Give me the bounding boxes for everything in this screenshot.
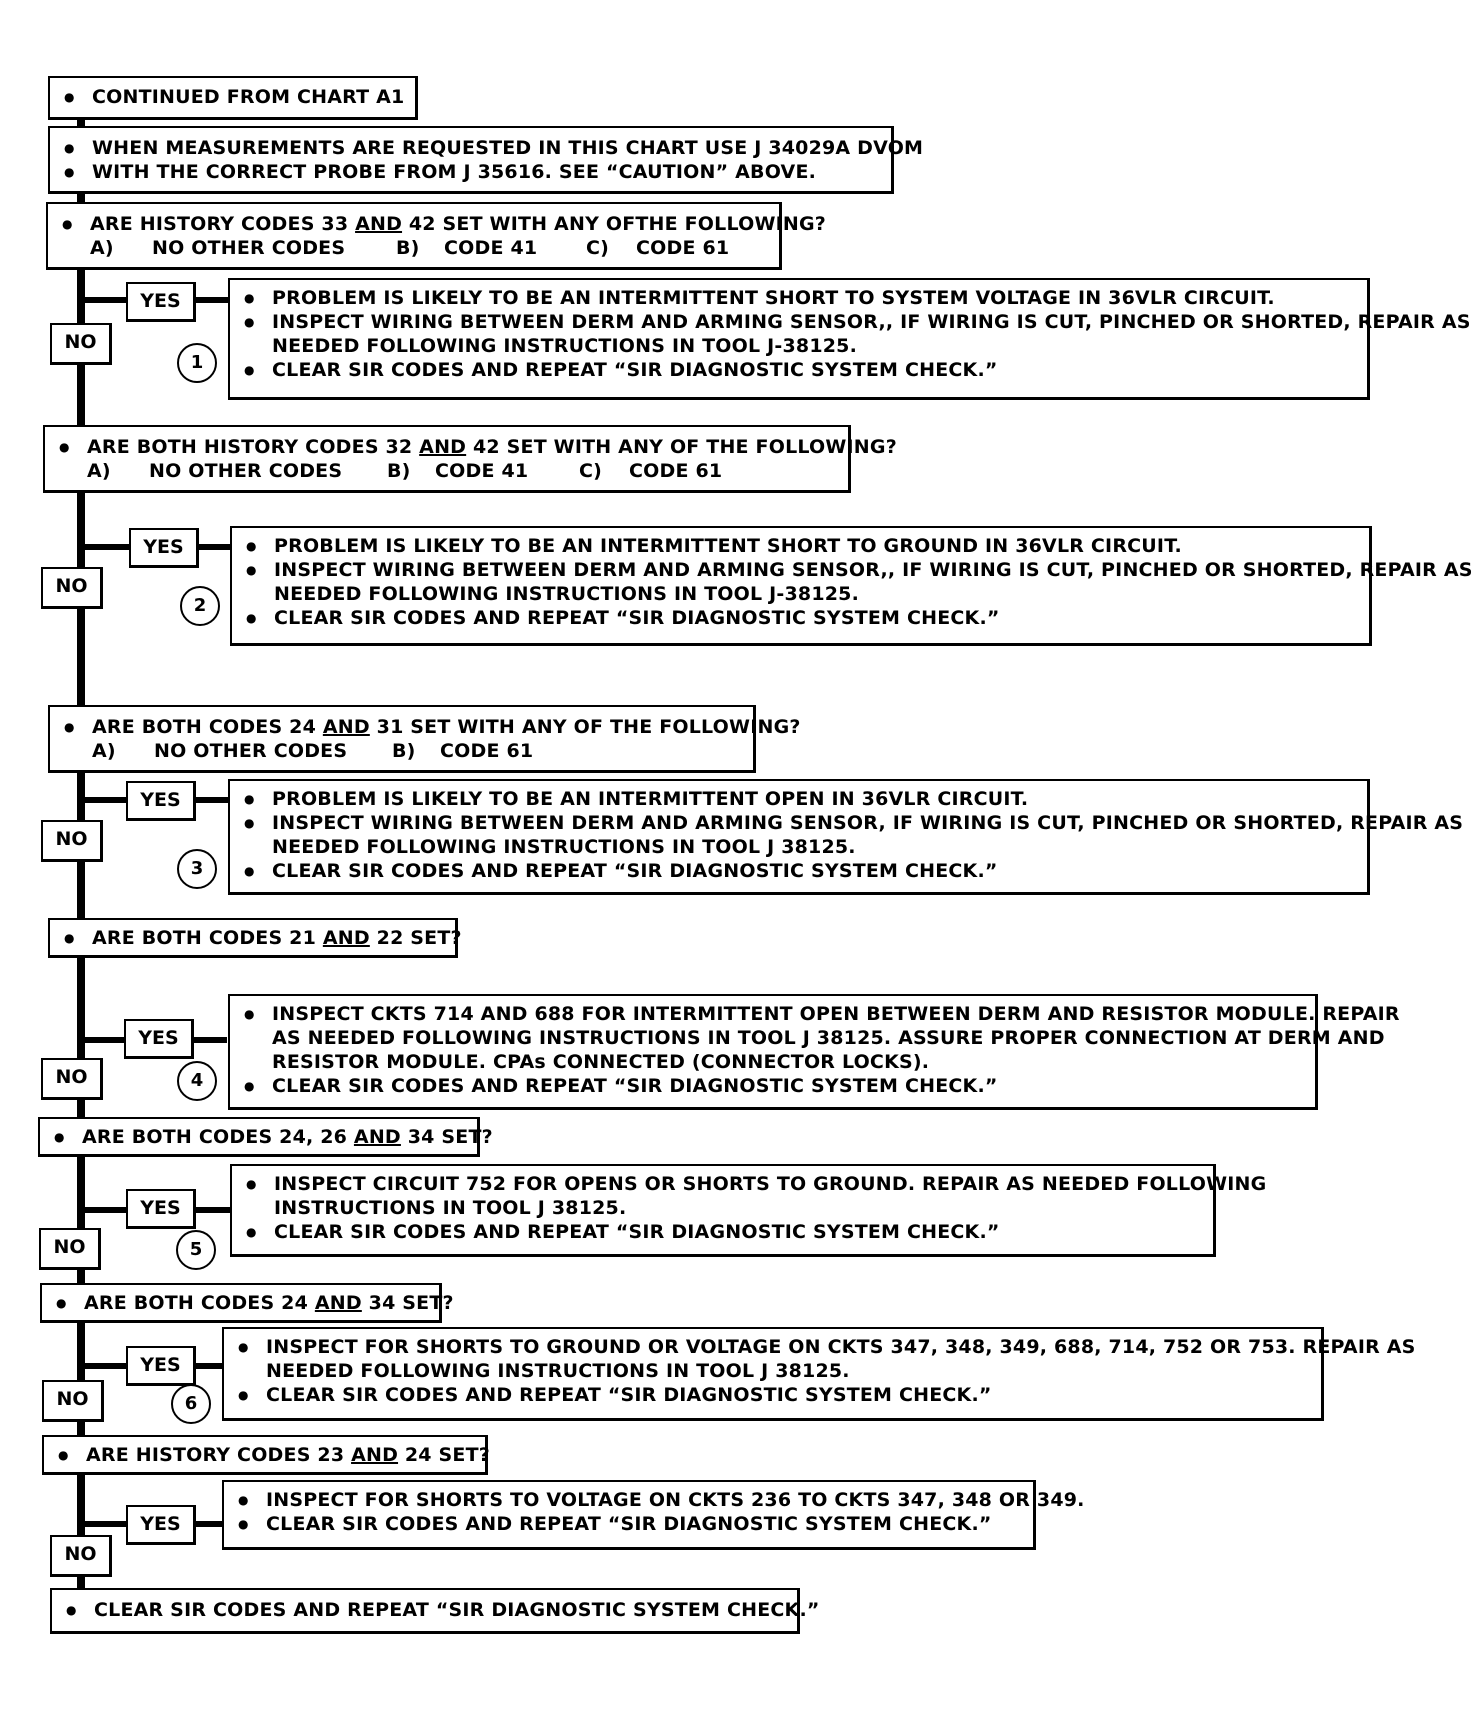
action-5-box [230,1164,1267,1257]
action-6-line3: ● CLEAR SIR CODES AND REPEAT “SIR DIAGNOSTIC SYSTEM CHECK.” [234,1383,1321,1407]
yes-label-3: YES [126,781,196,821]
question-6-box [40,1283,454,1323]
question-4-text: ● ARE BOTH CODES 21 AND 22 SET? [60,926,455,950]
yes-label-7: YES [126,1505,196,1545]
action-3-line4: ● CLEAR SIR CODES AND REPEAT “SIR DIAGNOSTIC SYSTEM CHECK.” [240,859,1367,883]
question-4-box [48,918,462,958]
no-label-3: NO [41,820,103,862]
question-1-box [46,202,826,270]
action-5-line3: ● CLEAR SIR CODES AND REPEAT “SIR DIAGNOSTIC SYSTEM CHECK.” [242,1220,1213,1244]
action-2-line4: ● CLEAR SIR CODES AND REPEAT “SIR DIAGNOSTIC SYSTEM CHECK.” [242,606,1369,630]
action-6-box [222,1327,1416,1421]
action-6-line1: ● INSPECT FOR SHORTS TO GROUND OR VOLTAGE ON CKTS 347, 348, 349, 688, 714, 752 OR 753. REPAIR AS [234,1335,1321,1359]
question-5-box [38,1117,493,1157]
action-6-line2: NEEDED FOLLOWING INSTRUCTIONS IN TOOL J 38125. [266,1360,850,1382]
action-4-box [228,994,1400,1110]
measurement-note-line1: ● WHEN MEASUREMENTS ARE REQUESTED IN THIS CHART USE J 34029A DVOM [60,136,891,160]
question-7-box [42,1435,488,1475]
question-1-options: A) NO OTHER CODES B) CODE 41 C) CODE 61 [90,237,730,259]
no-label-2: NO [41,567,103,609]
action-2-box [230,526,1473,646]
action-3-line1: ● PROBLEM IS LIKELY TO BE AN INTERMITTENT OPEN IN 36VLR CIRCUIT. [240,787,1367,811]
no-label-7: NO [50,1535,112,1577]
question-7-text: ● ARE HISTORY CODES 23 AND 24 SET? [54,1443,485,1467]
question-3-text: ● ARE BOTH CODES 24 AND 31 SET WITH ANY OF THE FOLLOWING? [60,715,753,739]
yes-label-5: YES [126,1189,196,1229]
question-3-options: A) NO OTHER CODES B) CODE 61 [92,740,534,762]
final-step-text: ● CLEAR SIR CODES AND REPEAT “SIR DIAGNOSTIC SYSTEM CHECK.” [62,1598,797,1622]
step-number-1: 1 [177,343,217,383]
step-number-6: 6 [171,1384,211,1424]
question-3-box [48,705,801,773]
action-2-line2: ● INSPECT WIRING BETWEEN DERM AND ARMING SENSOR,, IF WIRING IS CUT, PINCHED OR SHORTED, REPAIR AS [242,558,1369,582]
measurement-note-box [48,126,924,194]
action-1-box [228,278,1471,400]
action-3-line2: ● INSPECT WIRING BETWEEN DERM AND ARMING SENSOR, IF WIRING IS CUT, PINCHED OR SHORTED, REPAIR AS [240,811,1367,835]
yes-label-6: YES [126,1346,196,1386]
step-number-2: 2 [180,586,220,626]
action-7-line2: ● CLEAR SIR CODES AND REPEAT “SIR DIAGNOSTIC SYSTEM CHECK.” [234,1512,1033,1536]
no-label-1: NO [50,323,112,365]
action-5-line1: ● INSPECT CIRCUIT 752 FOR OPENS OR SHORTS TO GROUND. REPAIR AS NEEDED FOLLOWING [242,1172,1213,1196]
continued-from-text: ● CONTINUED FROM CHART A1 [60,85,415,109]
question-2-text: ● ARE BOTH HISTORY CODES 32 AND 42 SET WITH ANY OF THE FOLLOWING? [55,435,848,459]
step-number-3: 3 [177,849,217,889]
action-5-line2: INSTRUCTIONS IN TOOL J 38125. [274,1197,627,1219]
action-1-line4: ● CLEAR SIR CODES AND REPEAT “SIR DIAGNOSTIC SYSTEM CHECK.” [240,358,1367,382]
action-2-line3: NEEDED FOLLOWING INSTRUCTIONS IN TOOL J-38125. [274,583,859,605]
no-label-4: NO [41,1058,103,1100]
question-6-text: ● ARE BOTH CODES 24 AND 34 SET? [52,1291,439,1315]
action-2-line1: ● PROBLEM IS LIKELY TO BE AN INTERMITTENT SHORT TO GROUND IN 36VLR CIRCUIT. [242,534,1369,558]
action-7-box [222,1480,1085,1550]
no-label-6: NO [42,1380,104,1422]
question-2-box [43,425,897,493]
no-label-5: NO [39,1228,101,1270]
question-5-text: ● ARE BOTH CODES 24, 26 AND 34 SET? [50,1125,477,1149]
yes-label-2: YES [129,528,199,568]
question-1-text: ● ARE HISTORY CODES 33 AND 42 SET WITH ANY OFTHE FOLLOWING? [58,212,779,236]
action-4-line4: ● CLEAR SIR CODES AND REPEAT “SIR DIAGNOSTIC SYSTEM CHECK.” [240,1074,1315,1098]
action-3-line3: NEEDED FOLLOWING INSTRUCTIONS IN TOOL J 38125. [272,836,856,858]
action-4-line1: ● INSPECT CKTS 714 AND 688 FOR INTERMITTENT OPEN BETWEEN DERM AND RESISTOR MODULE. REPAIR [240,1002,1315,1026]
action-7-line1: ● INSPECT FOR SHORTS TO VOLTAGE ON CKTS 236 TO CKTS 347, 348 OR 349. [234,1488,1033,1512]
yes-label-1: YES [126,282,196,322]
continued-from-box [48,76,418,120]
measurement-note-line2: ● WITH THE CORRECT PROBE FROM J 35616. SEE “CAUTION” ABOVE. [60,160,891,184]
yes-label-4: YES [124,1019,194,1059]
step-number-5: 5 [176,1230,216,1270]
final-step-box [50,1588,820,1634]
action-3-box [228,779,1464,895]
question-2-options: A) NO OTHER CODES B) CODE 41 C) CODE 61 [87,460,723,482]
action-1-line1: ● PROBLEM IS LIKELY TO BE AN INTERMITTENT SHORT TO SYSTEM VOLTAGE IN 36VLR CIRCUIT. [240,286,1367,310]
action-4-line3: RESISTOR MODULE. CPAs CONNECTED (CONNECTOR LOCKS). [272,1051,930,1073]
action-1-line3: NEEDED FOLLOWING INSTRUCTIONS IN TOOL J-38125. [272,335,857,357]
action-1-line2: ● INSPECT WIRING BETWEEN DERM AND ARMING SENSOR,, IF WIRING IS CUT, PINCHED OR SHORTED, REPAIR AS [240,310,1367,334]
step-number-4: 4 [177,1061,217,1101]
action-4-line2: AS NEEDED FOLLOWING INSTRUCTIONS IN TOOL J 38125. ASSURE PROPER CONNECTION AT DERM AND [272,1027,1385,1049]
